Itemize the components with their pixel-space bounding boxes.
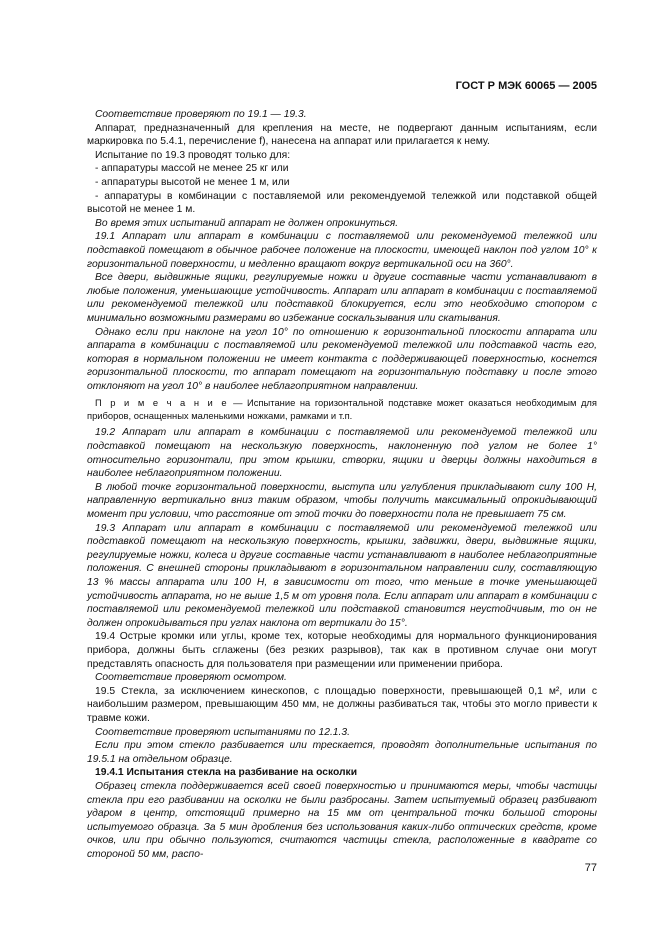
note-text: — Испытание на горизонтальной подставке может оказаться необходимым для приборов, оснащенных маленькими ножками, рамками и т.п. xyxy=(87,397,597,421)
page-number: 77 xyxy=(584,862,597,874)
paragraph: Аппарат, предназначенный для крепления на месте, не подвергают данным испытаниям, если маркировка по 5.4.1, перечисление f), нанесена на аппарат или прилагается к нему. xyxy=(87,122,597,148)
list-item: - аппаратуры в комбинации с поставляемой или рекомендуемой тележкой или подставкой общей высотой не менее 1 м. xyxy=(87,190,597,216)
paragraph: Испытание по 19.3 проводят только для: xyxy=(95,149,291,161)
paragraph: Все двери, выдвижные ящики, регулируемые ножки и другие составные части устанавливают в любые положения, уменьшающие устойчивость. Аппарат или аппарат в комбинации с поставляемой или рекомендуемой тележкой или подставкой блокируется, если это необходимо стопором с минимально возможными размерами во избежание соскальзывания или скатывания. xyxy=(87,272,597,324)
clause-19-4: 19.4 Острые кромки или углы, кроме тех, которые необходимы для нормального функционирования прибора, должны быть сглажены (без резких разрывов), так как в противном случае они могут представлять опасность для пользователя при размещении или применении прибора. xyxy=(87,631,597,670)
note xyxy=(87,397,597,422)
subsection-heading: 19.4.1 Испытания стекла на разбивание на осколки xyxy=(95,767,358,779)
paragraph: Соответствие проверяют осмотром. xyxy=(95,672,287,684)
paragraph: Если при этом стекло разбивается или трескается, проводят дополнительные испытания по 19.5.1 на отдельном образце. xyxy=(87,740,597,765)
paragraph: Соответствие проверяют испытаниями по 12.1.3. xyxy=(95,726,350,738)
clause-19-1: 19.1 Аппарат или аппарат в комбинации с поставляемой или рекомендуемой тележкой или подставкой помещают в обычное рабочее положение на плоскости, имеющей наклон под углом 10° к горизонтальной поверхности, и медленно вращают вокруг вертикальной оси на 360°. xyxy=(87,231,597,270)
note-label: П р и м е ч а н и е xyxy=(95,397,229,409)
paragraph: В любой точке горизонтальной поверхности, выступа или углубления прикладывают силу 100 Н, направленную вертикально вниз таким образом, чтобы получить максимальный опрокидывающий момент при условии, что расстояние от этой точки до поверхности пола не превышает 75 см. xyxy=(87,481,597,521)
paragraph: Однако если при наклоне на угол 10° по отношению к горизонтальной плоскости аппарата или аппарата в комбинации с поставляемой или рекомендуемой тележкой или подставкой часть его, которая в нормальном положении не имеет контакта с поддерживающей поверхностью, коснется горизонтальной плоскости, то аппарат помещают на горизонтальную подставку и после этого отклоняют на угол 10° в наиболее неблагоприятном направлении. xyxy=(87,326,597,392)
clause-19-3: 19.3 Аппарат или аппарат в комбинации с поставляемой или рекомендуемой тележкой или подставкой помещают на нескользкую поверхность, крышки, задвижки, двери, выдвижные ящики, регулируемые ножки, колеса и другие составные части устанавливают в наиболее неблагоприятные положения. С внешней стороны прикладывают в горизонтальном направлении силу, составляющую 13 % массы аппарата или 100 Н, в зависимости от того, что меньше в точке уменьшающей устойчивость аппарата, но не выше 1,5 м от уровня пола. Если аппарат или аппарат в комбинации с поставляемой или рекомендуемой тележкой или подставкой становится неустойчивым, то он не должен опрокидываться при углах наклона от вертикали до 15°. xyxy=(87,522,597,629)
list-item: - аппаратуры высотой не менее 1 м, или xyxy=(95,176,290,188)
clause-19-2: 19.2 Аппарат или аппарат в комбинации с поставляемой или рекомендуемой тележкой или подставкой помещают на нескользкую поверхность, наклоненную под углом не более 1° относительно горизонтали, при этом крышки, створки, ящики и дверцы должны находиться в наиболее неблагоприятном положении. xyxy=(87,427,597,480)
paragraph: Во время этих испытаний аппарат не должен опрокинуться. xyxy=(95,217,399,229)
clause-19-5: 19.5 Стекла, за исключением кинескопов, с площадью поверхности, превышающей 0,1 м², или с наибольшим размером, превышающим 450 мм, не должны разбиваться так, чтобы это могло привести к травме кожи. xyxy=(87,685,597,724)
list-item: - аппаратуры массой не менее 25 кг или xyxy=(95,163,289,175)
paragraph: Образец стекла поддерживается всей своей поверхностью и принимаются меры, чтобы частицы стекла при его разбивании на осколки не были разбросаны. Затем испытуемый образец разбивают ударом в центр, отстоящий примерно на 15 мм от центральной точки большой стороны испытуемого образца. За 5 мин дробления без использования каких-либо оптических средств, кроме очков, или при обычно пользуются, считаются частицы стекла, расположенные в квадрате со стороной 50 мм, распо- xyxy=(87,780,597,860)
document-header: ГОСТ Р МЭК 60065 — 2005 xyxy=(455,80,597,92)
page-body xyxy=(87,108,597,861)
paragraph: Соответствие проверяют по 19.1 — 19.3. xyxy=(95,109,307,120)
